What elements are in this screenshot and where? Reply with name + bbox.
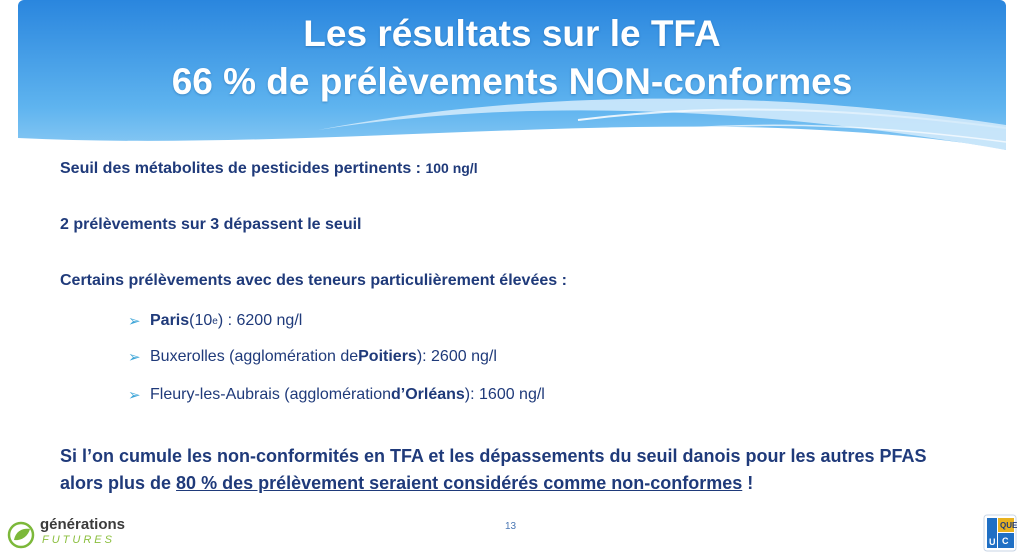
bullet-poitiers: ➢ Buxerolles (agglomération de Poitiers ) : 2600 ng/l [128,348,497,366]
title-line-2: 66 % de prélèvements NON-conformes [171,61,853,102]
arrow-bullet-icon: ➢ [128,349,141,366]
title-line-1: Les résultats sur le TFA [303,13,721,54]
conclusion-highlight: 80 % des prélèvement seraient considérés comme non-conformes [176,473,743,493]
bullet-city: d’Orléans [390,386,465,403]
svg-text:U: U [989,537,996,547]
bullet-city: Paris [150,312,190,329]
svg-text:QUE: QUE [1000,521,1018,530]
title-banner [18,0,1006,180]
arrow-bullet-icon: ➢ [128,387,141,404]
ufc-que-choisir-logo [982,513,1018,553]
svg-text:C: C [1002,536,1009,546]
high-values-intro: Certains prélèvements avec des teneurs particulièrement élevées : [60,272,567,289]
generations-name: générations [40,516,126,533]
bullet-paris: ➢ Paris (10 e ) : 6200 ng/l [128,312,303,330]
threshold-line [60,160,478,178]
threshold-value: 100 ng/l [425,160,478,176]
ufc-logo-icon [982,513,1018,553]
arrow-bullet-icon: ➢ [128,313,141,330]
generations-sub: FUTURES [42,534,115,546]
page-number: 13 [505,521,517,532]
slide-title [18,10,1006,106]
exceed-text: 2 prélèvements sur 3 dépassent le seuil [60,216,362,233]
leaf-icon [6,520,36,550]
bullet-city: Poitiers [358,348,417,365]
conclusion-text: Si l’on cumule les non-conformités en TFA et les dépassements du seuil danois pour les autres PFAS alors plus de 80 % des prélèvement seraient considérés comme non-conformes ! [60,446,927,493]
threshold-label: Seuil des métabolites de pesticides pertinents : [60,160,421,177]
bullet-orleans: ➢ Fleury-les-Aubrais (agglomération d’Orléans ) : 1600 ng/l [128,386,545,404]
generations-futures-logo [6,514,136,554]
